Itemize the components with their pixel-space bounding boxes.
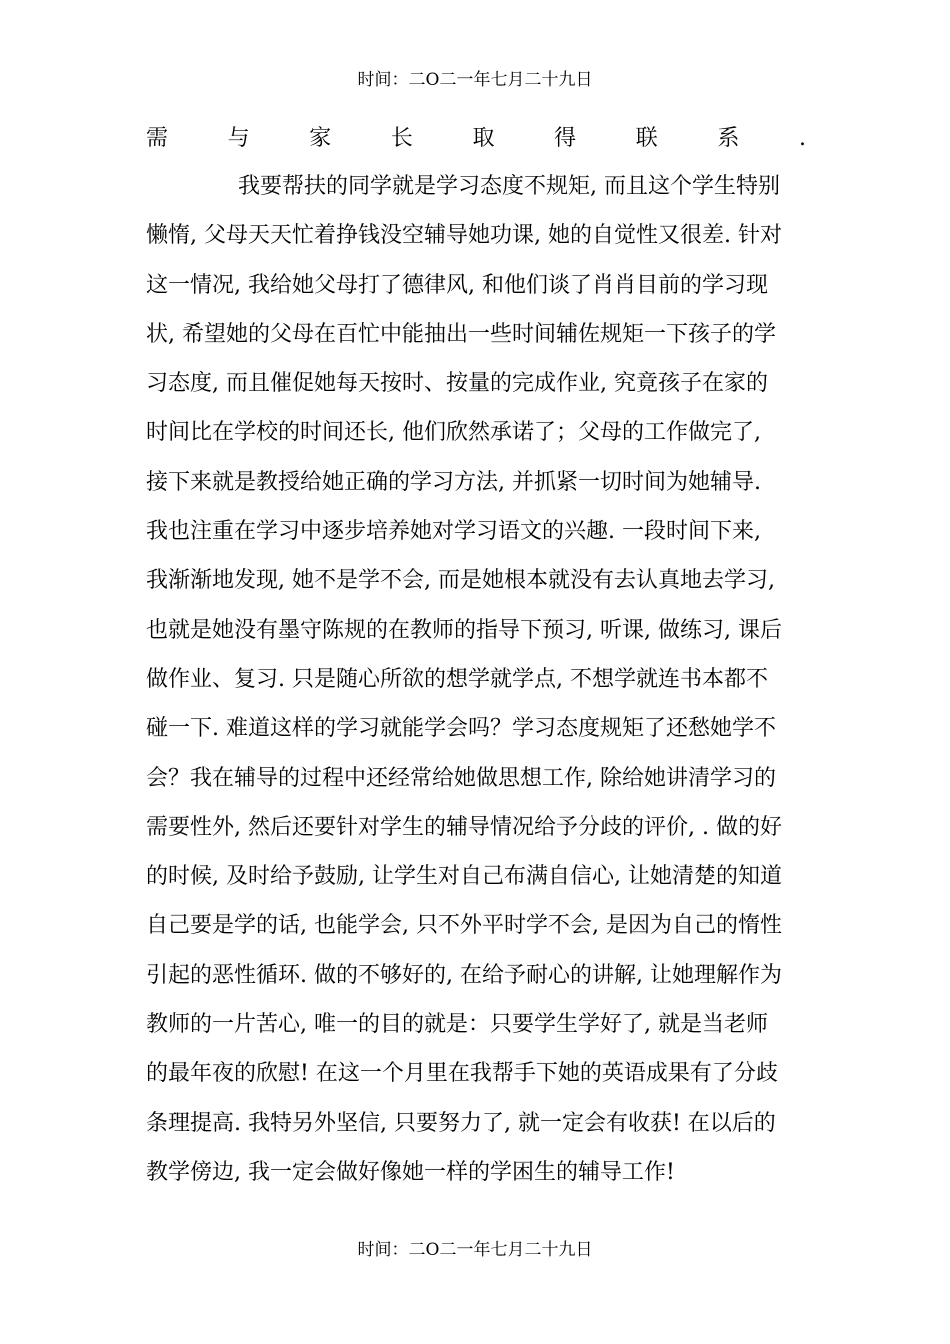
paragraph-line: 的时候, 及时给予鼓励, 让学生对自己布满自信心, 让她清楚的知道 <box>146 864 782 890</box>
paragraph-line: 也就是她没有墨守陈规的在教师的指导下预习, 听课, 做练习, 课后 <box>146 617 782 643</box>
paragraph-line: 引起的恶性循环. 做的不够好的, 在给予耐心的讲解, 让她理解作为 <box>146 962 782 988</box>
paragraph-line: 时间比在学校的时间还长, 他们欣然承诺了；父母的工作做完了, <box>146 420 761 446</box>
paragraph-line: 接下来就是教授给她正确的学习方法, 并抓紧一切时间为她辅导. <box>146 469 761 495</box>
page-footer-date: 时间：二O二一年七月二十九日 <box>357 1240 593 1260</box>
first-line-char: 系 <box>717 126 740 151</box>
paragraph-line: 碰一下. 难道这样的学习就能学会吗？学习态度规矩了还愁她学不 <box>146 716 776 742</box>
paragraph-line: 教师的一片苦心, 唯一的目的就是：只要学生学好了, 就是当老师 <box>146 1012 768 1038</box>
first-line-char: . <box>799 126 806 151</box>
first-line-char: 家 <box>309 126 332 151</box>
paragraph-line: 我渐渐地发现, 她不是学不会, 而是她根本就没有去认真地去学习, <box>146 568 775 594</box>
paragraph-line: 教学傍边, 我一定会做好像她一样的学困生的辅导工作! <box>146 1159 675 1185</box>
first-line-char: 得 <box>554 126 577 151</box>
paragraph-line: 这一情况, 我给她父母打了德律风, 和他们谈了肖肖目前的学习现 <box>146 272 768 298</box>
body-paragraph <box>146 172 808 1207</box>
paragraph-line: 需要性外, 然后还要针对学生的辅导情况给予分歧的评价, . 做的好 <box>146 814 782 840</box>
first-line-char: 长 <box>390 126 413 151</box>
paragraph-line: 会？我在辅导的过程中还经常给她做思想工作, 除给她讲清学习的 <box>146 765 776 791</box>
first-line-char: 联 <box>635 126 658 151</box>
first-line-char: 需 <box>146 126 169 151</box>
page-header-date: 时间：二O二一年七月二十九日 <box>357 70 593 90</box>
paragraph-line: 自己要是学的话, 也能学会, 只不外平时学不会, 是因为自己的惰性 <box>146 913 782 939</box>
paragraph-line: 我也注重在学习中逐步培养她对学习语文的兴趣. 一段时间下来, <box>146 519 761 545</box>
first-line-char: 与 <box>227 126 250 151</box>
paragraph-line: 习态度, 而且催促她每天按时、按量的完成作业, 究竟孩子在家的 <box>146 371 768 397</box>
paragraph-line: 条理提高. 我特另外坚信, 只要努力了, 就一定会有收获! 在以后的 <box>146 1110 776 1136</box>
paragraph-line: 的最年夜的欣慰! 在这一个月里在我帮手下她的英语成果有了分歧 <box>146 1061 778 1087</box>
first-line-char: 取 <box>472 126 495 151</box>
paragraph-line: 懒惰, 父母天天忙着挣钱没空辅导她功课, 她的自觉性又很差. 针对 <box>146 223 782 249</box>
paragraph-line: 我要帮扶的同学就是学习态度不规矩, 而且这个学生特别 <box>238 174 780 199</box>
paragraph-line: 做作业、复习. 只是随心所欲的想学就学点, 不想学就连书本都不 <box>146 666 768 692</box>
first-line-justified <box>146 124 806 154</box>
paragraph-line: 状, 希望她的父母在百忙中能抽出一些时间辅佐规矩一下孩子的学 <box>146 321 776 347</box>
